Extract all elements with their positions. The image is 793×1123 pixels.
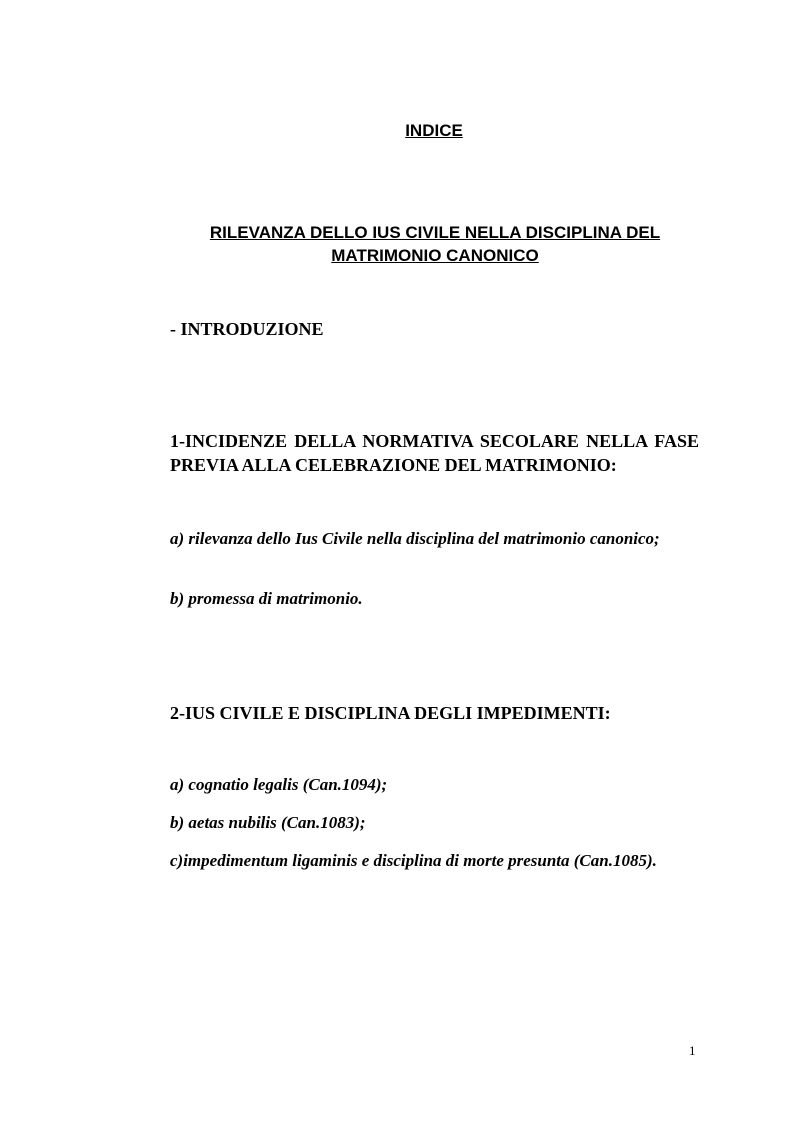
section-1-heading: 1-INCIDENZE DELLA NORMATIVA SECOLARE NELLA FASE PREVIA ALLA CELEBRAZIONE DEL MATRIMONIO: bbox=[170, 431, 699, 475]
section-1-item-b: b) promessa di matrimonio. bbox=[170, 589, 363, 608]
page-number: 1 bbox=[689, 1043, 696, 1058]
section-1-item-a: a) rilevanza dello Ius Civile nella disciplina del matrimonio canonico; bbox=[170, 529, 660, 548]
section-2-item-b: b) aetas nubilis (Can.1083); bbox=[170, 813, 366, 832]
section-2-item-a: a) cognatio legalis (Can.1094); bbox=[170, 775, 388, 794]
introduction-entry: - INTRODUZIONE bbox=[170, 319, 324, 339]
section-2-item-c: c)impedimentum ligaminis e disciplina di morte presunta (Can.1085). bbox=[170, 851, 657, 870]
section-2-heading: 2-IUS CIVILE E DISCIPLINA DEGLI IMPEDIMENTI: bbox=[170, 703, 611, 723]
index-heading: INDICE bbox=[405, 121, 463, 140]
document-title: RILEVANZA DELLO IUS CIVILE NELLA DISCIPLINA DEL MATRIMONIO CANONICO bbox=[209, 223, 661, 265]
